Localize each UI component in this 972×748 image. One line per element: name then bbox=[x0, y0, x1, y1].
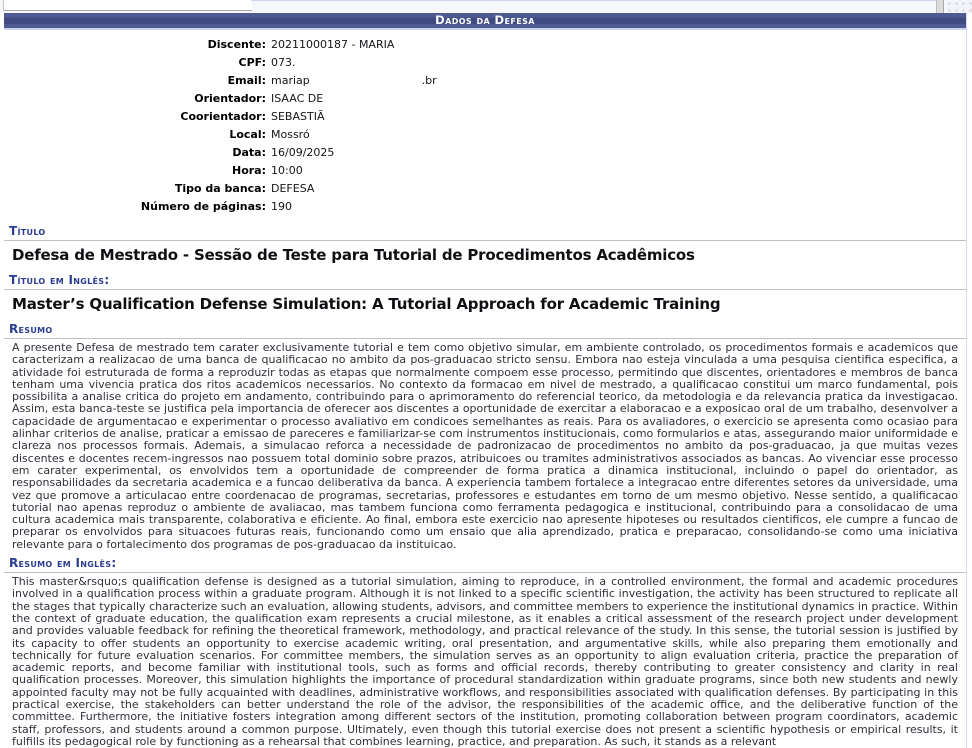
abstract-portuguese: A presente Defesa de mestrado tem carater exclusivamente tutorial e tem como objetivo simular, em ambiente controlado, os procedimentos formais e academicos que caracterizam a realizacao de uma banca de qualificacao no ambito da pos-graduacao stricto sensu. Embora nao esteja vinculada a uma pesquisa cientifica especifica, a atividade foi estruturada de forma a reproduzir todas as etapas que normalmente compoem esse processo, permitindo que discentes, orientadores e membros de banca tenham uma vivencia pratica dos ritos academicos necessarios. No contexto da formacao em nivel de mestrado, a qualificacao constitui um marco fundamental, pois possibilita a analise critica do projeto em andamento, contribuindo para o aprimoramento do referencial teorico, da metodologia e da relevancia pratica da investigacao. Assim, esta banca-teste se justifica pela importancia de oferecer aos discentes a oportunidade de exercitar a elaboracao e a exposicao oral de um trabalho, desenvolver a capacidade de argumentacao e experimentar o processo avaliativo em condicoes semelhantes as reais. Para os avaliadores, o exercicio se apresenta como ocasiao para alinhar criterios de analise, praticar a emissao de pareceres e familiarizar-se com instrumentos institucionais, como formularios e atas, assegurando maior uniformidade e clareza nos processos formais. Ademais, a simulacao reforca a necessidade de padronizacao de procedimentos no ambito da pos-graduacao, ja que muitas vezes discentes e docentes recem-ingressos nao possuem total dominio sobre prazos, atribuicoes ou tramites administrativos associados as bancas. Ao vivenciar esse processo em carater experimental, os envolvidos tem a oportunidade de compreender de forma pratica a dinamica institucional, incluindo o papel do orientador, as responsabilidades da secretaria academica e a funcao deliberativa da banca. A experiencia tambem fortalece a integracao entre diferentes setores da universidade, uma vez que promove a articulacao entre coordenacao de programas, secretarias, professores e estudantes em torno de um mesmo objetivo. Nesse sentido, a qualificacao tutorial nao apenas reproduz o ambiente de avaliacao, mas tambem funciona como ferramenta pedagogica e institucional, contribuindo para a consolidacao de uma cultura academica mais transparente, colaborativa e eficiente. Ao final, embora este exercicio nao apresente hipoteses ou resultados cientificos, ele cumpre a funcao de preparar os envolvidos para situacoes futuras reais, funcionando como um ensaio que alia aprendizado, pratica e preparacao, consolidando-se como uma iniciativa relevante para o fortalecimento dos programas de pos-graduacao da instituicao. bbox=[12, 341, 958, 551]
field-value: mariap .br bbox=[271, 74, 437, 87]
previous-section-remnant bbox=[3, 0, 252, 11]
section-heading-titulo-ingles: Título em Inglês: bbox=[4, 272, 966, 290]
field-label: CPF: bbox=[238, 56, 266, 69]
field-value: 10:00 bbox=[271, 164, 303, 177]
panel-title-bar bbox=[4, 13, 966, 30]
field-row-data bbox=[4, 144, 966, 162]
field-value: 190 bbox=[271, 200, 292, 213]
field-value: 16/09/2025 bbox=[271, 146, 335, 159]
field-value: ISAAC DE bbox=[271, 92, 324, 105]
field-row-coorientador bbox=[4, 108, 966, 126]
field-row-hora bbox=[4, 162, 966, 180]
field-row-local bbox=[4, 126, 966, 144]
field-row-cpf bbox=[4, 54, 966, 72]
scrollbar-thumb[interactable] bbox=[936, 0, 944, 13]
title-english: Master’s Qualification Defense Simulation: A Tutorial Approach for Academic Training bbox=[12, 295, 721, 313]
defense-fields bbox=[4, 30, 966, 220]
panel-title: Dados da Defesa bbox=[435, 13, 535, 27]
field-value: 073. bbox=[271, 56, 296, 69]
field-row-orientador bbox=[4, 90, 966, 108]
divider bbox=[251, 0, 941, 1]
field-label: Tipo da banca: bbox=[174, 182, 266, 195]
field-label: Orientador: bbox=[194, 92, 266, 105]
field-label: Local: bbox=[229, 128, 266, 141]
dotted-margin-texture bbox=[946, 0, 972, 13]
field-label: Hora: bbox=[231, 164, 266, 177]
field-row-discente bbox=[4, 36, 966, 54]
title-portuguese: Defesa de Mestrado - Sessão de Teste para Tutorial de Procedimentos Acadêmicos bbox=[12, 246, 695, 264]
field-value: 20211000187 - MARIA bbox=[271, 38, 395, 51]
field-value: DEFESA bbox=[271, 182, 315, 195]
defense-data-panel bbox=[4, 13, 967, 748]
field-row-tipo-banca bbox=[4, 180, 966, 198]
field-label: Email: bbox=[227, 74, 266, 87]
section-heading-titulo: Título bbox=[4, 223, 966, 241]
field-row-num-paginas bbox=[4, 198, 966, 216]
field-row-email bbox=[4, 72, 966, 90]
abstract-english: This master&rsquo;s qualification defense is designed as a tutorial simulation, aiming to reproduce, in a controlled environment, the formal and academic procedures involved in a qualification process within a graduate program. Although it is not linked to a specific scientific investigation, the activity has been structured to replicate all the stages that typically characterize such an evaluation, allowing students, advisors, and committee members to experience the institutional dynamics in practice. Within the context of graduate education, the qualification exam represents a crucial milestone, as it enables a critical assessment of the research project under development and provides valuable feedback for refining the theoretical framework, methodology, and practical relevance of the study. In this sense, the tutorial session is justified by its capacity to offer students an opportunity to exercise academic writing, oral presentation, and argumentative skills, while also preparing them emotionally and technically for future evaluation scenarios. For committee members, the simulation serves as an opportunity to align evaluation criteria, practice the preparation of academic reports, and become familiar with institutional tools, such as forms and official records, thereby contributing to greater consistency and clarity in real qualification processes. Moreover, this simulation highlights the importance of procedural standardization within graduate programs, since both new students and newly appointed faculty may not be fully acquainted with deadlines, administrative workflows, and responsibilities associated with qualification defenses. By participating in this practical exercise, the stakeholders can better understand the role of the advisor, the responsibilities of the academic office, and the deliberative function of the committee. Furthermore, the initiative fosters integration among different sectors of the institution, promoting collaboration between program coordinators, academic staff, professors, and students around a common purpose. Ultimately, even though this tutorial exercise does not present a scientific hypothesis or empirical results, it fulfills its pedagogical role by functioning as a rehearsal that combines learning, practice, and preparation. As such, it stands as a relevant bbox=[12, 575, 958, 748]
field-value: SEBASTIÃ bbox=[271, 110, 325, 123]
field-label: Discente: bbox=[207, 38, 266, 51]
top-remnant-strip bbox=[0, 0, 972, 13]
section-heading-resumo-ingles: Resumo em Inglês: bbox=[4, 555, 966, 573]
field-label: Data: bbox=[232, 146, 266, 159]
field-value: Mossró bbox=[271, 128, 310, 141]
field-label: Número de páginas: bbox=[140, 200, 266, 213]
section-heading-resumo: Resumo bbox=[4, 321, 966, 339]
field-label: Coorientador: bbox=[180, 110, 266, 123]
